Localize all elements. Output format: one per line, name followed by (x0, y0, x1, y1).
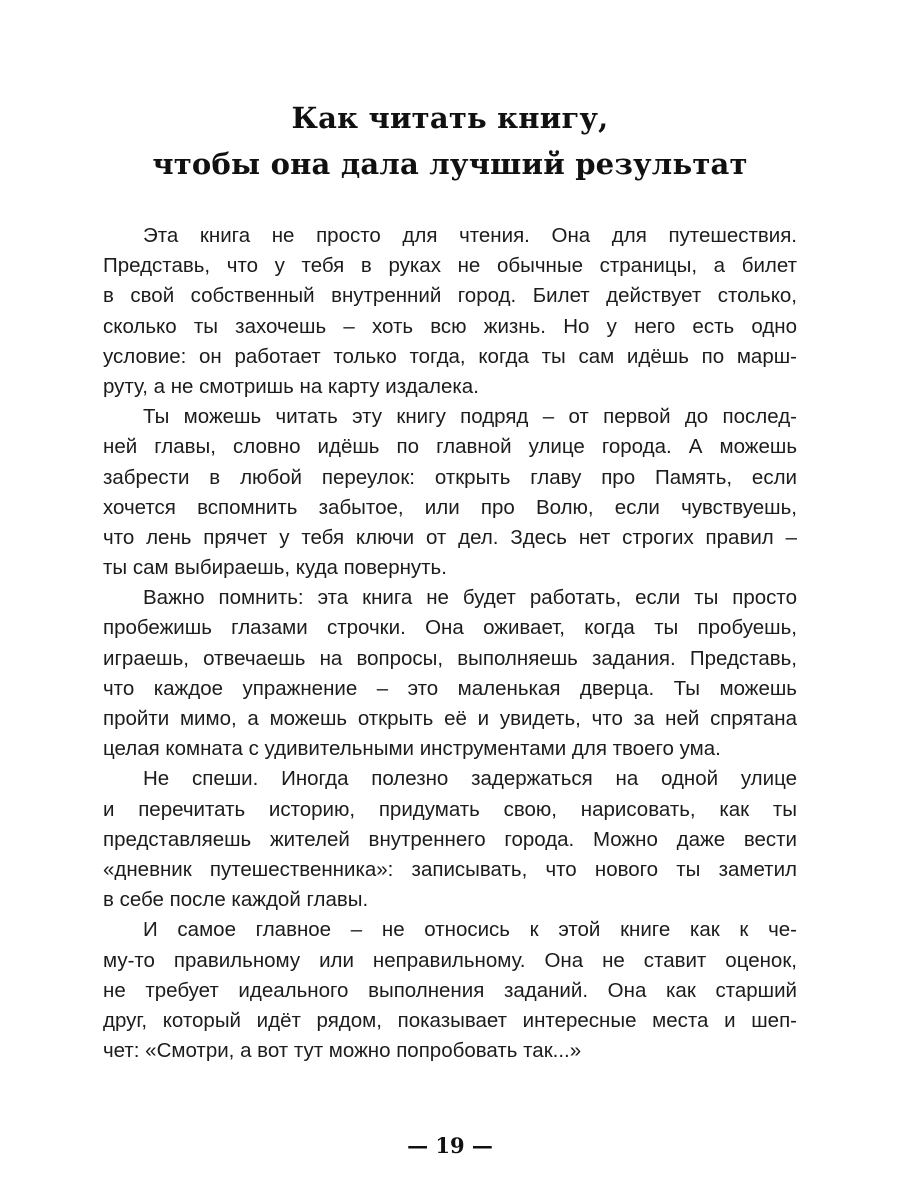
text-line: в свой собственный внутренний город. Билет действует столько, (103, 284, 797, 308)
paragraph-3 (103, 583, 797, 764)
text-line: забрести в любой переулок: открыть главу про Память, если (103, 465, 797, 489)
text-line: что лень прячет у тебя ключи от дел. Здесь нет строгих правил – (103, 525, 797, 549)
text-line: условие: он работает только тогда, когда ты сам идёшь по марш- (103, 344, 797, 368)
text-line: играешь, отвечаешь на вопросы, выполняешь задания. Представь, (103, 646, 797, 670)
chapter-title (0, 95, 900, 187)
text-line: И самое главное – не относись к этой книге как к че- (143, 918, 797, 942)
paragraph-1 (103, 221, 797, 402)
text-line: Представь, что у тебя в руках не обычные страницы, а билет (103, 254, 797, 278)
text-line: му-то правильному или неправильному. Она не ставит оценок, (103, 948, 797, 972)
text-line: и перечитать историю, придумать свою, нарисовать, как ты (103, 797, 797, 821)
body-text (103, 221, 797, 1066)
text-line: представляешь жителей внутреннего города. Можно даже вести (103, 827, 797, 851)
text-line: руту, а не смотришь на карту издалека. (103, 374, 479, 398)
text-line: хочется вспомнить забытое, или про Волю, если чувствуешь, (103, 495, 797, 519)
text-line: сколько ты захочешь – хоть всю жизнь. Но у него есть одно (103, 314, 797, 338)
text-line: друг, который идёт рядом, показывает интересные места и шеп- (103, 1008, 797, 1032)
text-line: Эта книга не просто для чтения. Она для путешествия. (143, 224, 797, 247)
paragraph-2 (103, 402, 797, 583)
text-line: «дневник путешественника»: записывать, что нового ты заметил (103, 857, 797, 881)
text-line: чет: «Смотри, а вот тут можно попробовать так...» (103, 1039, 582, 1063)
text-line: ней главы, словно идёшь по главной улице города. А можешь (103, 435, 797, 459)
text-line: что каждое упражнение – это маленькая дверца. Ты можешь (103, 676, 797, 700)
text-line: пройти мимо, а можешь открыть её и увидеть, что за ней спрятана (103, 707, 797, 730)
text-line: Не спеши. Иногда полезно задержаться на одной улице (143, 767, 797, 791)
text-line: ты сам выбираешь, куда повернуть. (103, 556, 447, 580)
page-number: — 19 — (407, 1133, 493, 1158)
text-line: в себе после каждой главы. (103, 888, 369, 912)
paragraph-4 (103, 764, 797, 915)
paragraph-5 (103, 915, 797, 1066)
text-line: не требует идеального выполнения заданий. Она как старший (103, 978, 797, 1002)
text-line: Ты можешь читать эту книгу подряд – от первой до послед- (143, 405, 797, 429)
text-line: целая комната с удивительными инструментами для твоего ума. (103, 737, 721, 761)
text-line: пробежишь глазами строчки. Она оживает, когда ты пробуешь, (103, 616, 797, 640)
text-line: Важно помнить: эта книга не будет работать, если ты просто (143, 586, 797, 610)
chapter-title-line-1: Как читать книгу, (291, 101, 609, 136)
chapter-title-line-2: чтобы она дала лучший результат (152, 147, 748, 182)
